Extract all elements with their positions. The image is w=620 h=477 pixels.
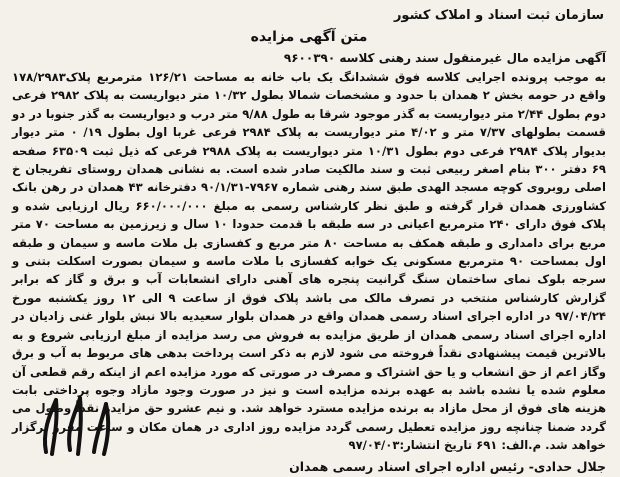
notice-body: به موجب پرونده اجرایی کلاسه فوق ششدانگ یک باب خانه به مساحت ۱۲۶/۲۱ مترمربع پلاک۱۷۸/۲۹۸۳ واقع در حومه بخش ۲ همدان با حدود و مشخصات شمالا بطول ۱۰/۳۲ متر دیواریست به پلاک ۲۹۸۲ فرعی دوم بطول ۲/۴۴ متر دیواریست به گذر موجود شرقا به طول ۹/۸۸ متر درب و دیواریست به گذر جنوبا در دو قسمت بطولهای ۷/۳۷ متر و ۴/۰۲ متر دیواریست به پلاک ۲۹۸۴ فرعی غربا اول بطول ۱۹/ ۰ متر دیوار بدیوار پلاک ۲۹۸۴ فرعی دوم بطول ۱۰/۳۱ متر دیواریست به پلاک ۲۹۸۸ فرعی که ذیل ثبت ۶۳۵۰۹ صفحه ۶۹ دفتر ۳۰۰ بنام اصغر ربیعی ثبت و سند مالکیت صادر شده است. به نشانی همدان روستای تفریجان خ اصلی روبروی کوچه مسجد الهدی طبق سند رهنی شماره ۷۹۶۷-۹۰/۱/۳۱ دفترخانه ۴۳ همدان در رهن بانک کشاورزی همدان قرار گرفته و طبق نظر کارشناس رسمی به مبلغ ۶۶۰/۰۰۰/۰۰۰ ریال ارزیابی شده و پلاک فوق دارای ۲۴۰ مترمربع اعیانی در سه طبقه با قدمت حدودا ۱۰ سال و زیرزمین به مساحت ۷۰ متر مربع برای دامداری و طبقه همکف به مساحت ۸۰ متر مربع و کفسازی بل ملات ماسه و سیمان و طبقه اول بمساحت ۹۰ مترمربع مسکونی یک خوابه کفسازی با ملات ماسه و سیمان بصورت اسکلت بتنی و سرجه بلوک نمای ساختمان سنگ گرانیت پنجره های آهنی دارای انشعابات آب و برق و گاز که برابر گزارش کارشناس منتخب در تصرف مالک می باشد پلاک فوق از ساعت ۹ الی ۱۲ روز یکشنبه مورخ ۹۷/۰۴/۲۴ در اداره اجرای اسناد رسمی همدان واقع در همدان بلوار سعیدیه بالا نبش بلوار غنی زادیان در اداره اجرای اسناد رسمی همدان از طریق مزایده به فروش می رسد مزایده از مبلغ ارزیابی شروع و به بالاترین قیمت پیشنهادی نقداً فروخته می شود لازم به ذکر است پرداخت بدهی های مربوط به آب و برق وگاز اعم از حق انشعاب و یا حق اشتراک و مصرف در صورتی که مورد مزایده اعم از اینکه رقم قطعی آن معلوم شده یا نشده باشد به عهده برنده مزایده است و نیز در صورت وجود مازاد وجوه پرداختی بابت هزینه های فوق از محل مازاد به برنده مزایده مسترد خواهد شد. و نیم عشرو حق مزایده نقداً وصول می گردد ضمنا چنانچه روز مزایده تعطیل رسمی گردد مزایده روز اداری در همان مکان و ساعت مقرر برگزار خواهد شد. م.الف: ۶۹۱ تاریخ انتشار:۹۷/۰۴/۰۳ [12,70,606,453]
notice-title: متن آگهی مزایده [250,29,368,45]
signature-line: جلال حدادی- رئیس اداره اجرای اسناد رسمی همدان [289,458,606,474]
handwritten-mark-icon [36,392,122,458]
notice-heading: آگهی مزایده مال غیرمنقول سند رهنی کلاسه ۹۶۰۰۳۹۰ [283,51,606,65]
organization-name: سازمان ثبت اسناد و املاک کشور [393,8,604,23]
